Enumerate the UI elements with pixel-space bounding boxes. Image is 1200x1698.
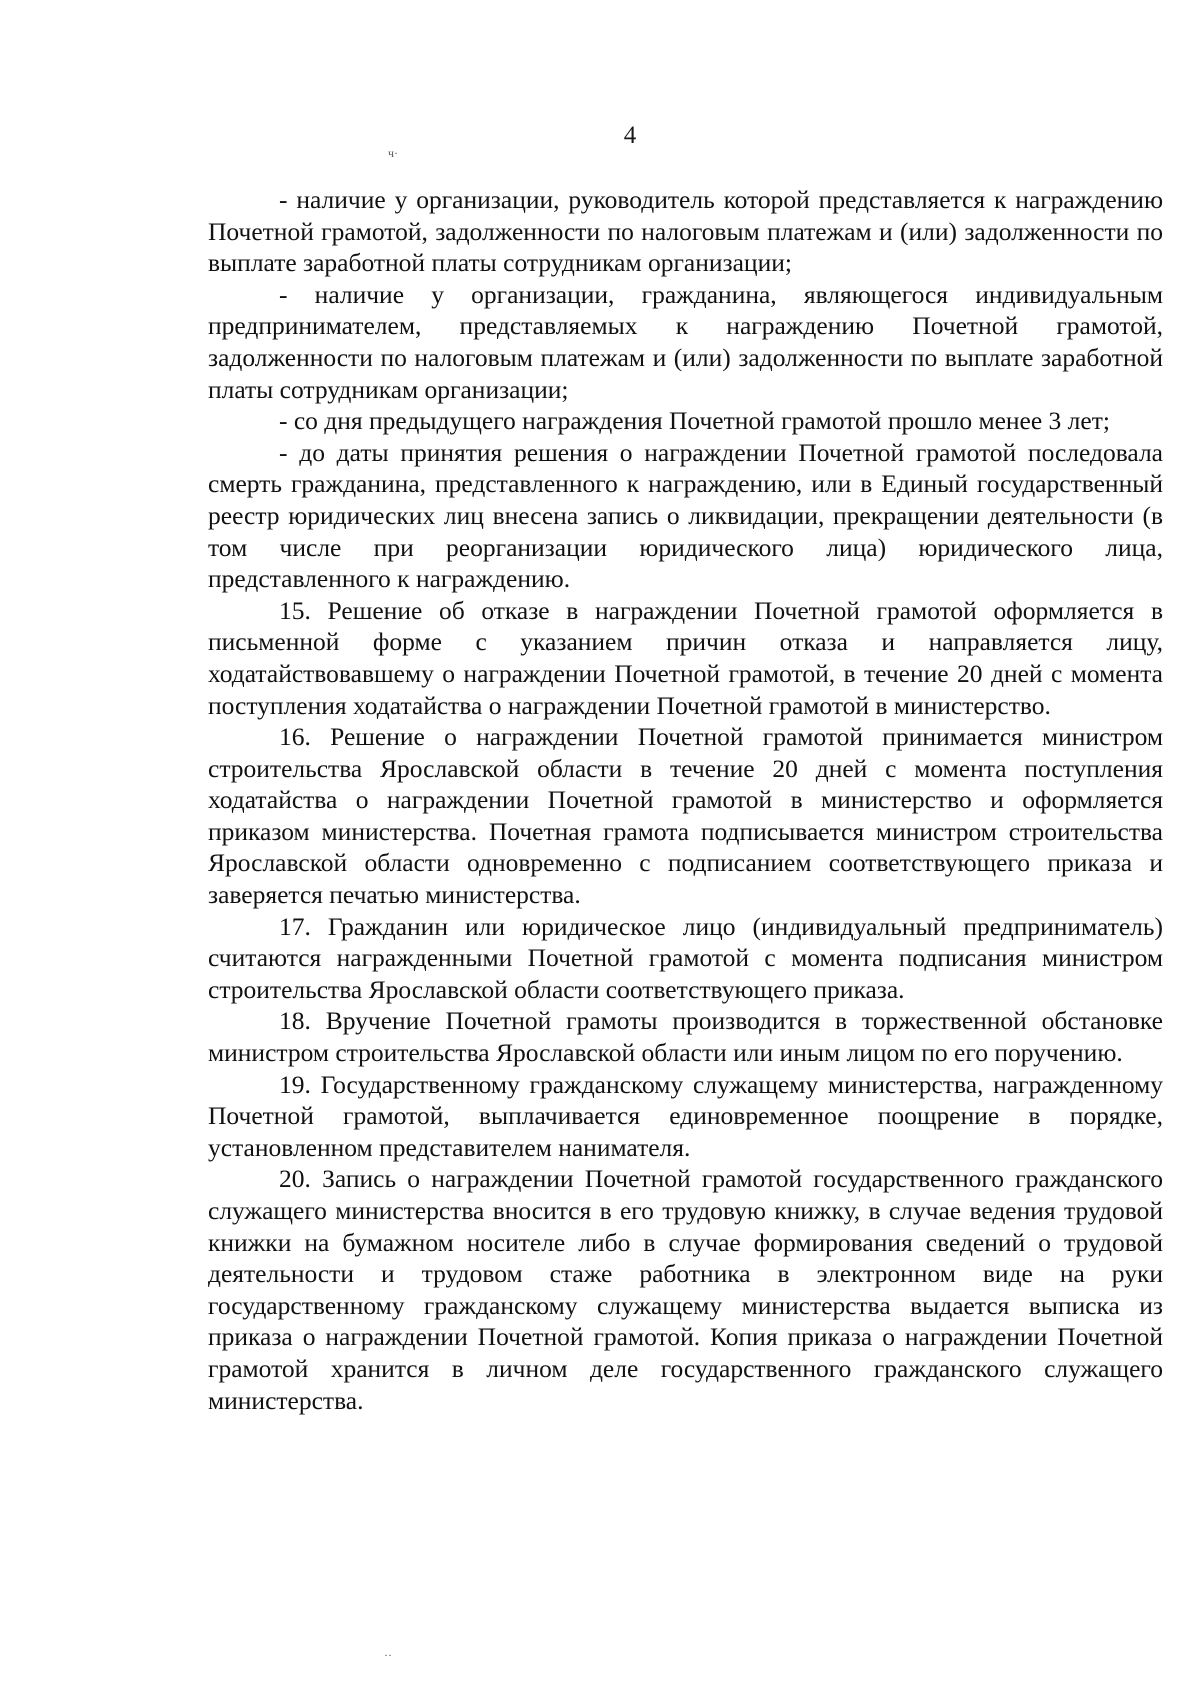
paragraph-18: 18. Вручение Почетной грамоты производится в торжественной обстановке министром строительства Ярославской области или иным лицом по его поручению. bbox=[208, 1006, 1163, 1068]
paragraph-death-liquidation: - до даты принятия решения о награждении Почетной грамотой последовала смерть гражданина, представленного к награждению, или в Единый государственный реестр юридических лиц внесена запись о ликвидации, прекращении деятельности (в том числе при реорганизации юридического лица) юридического лица, представленного к награждению. bbox=[208, 437, 1163, 594]
paragraph-15: 15. Решение об отказе в награждении Почетной грамотой оформляется в письменной форме с указанием причин отказа и направляется лицу, ходатайствовавшему о награждении Почетной грамотой, в течение 20 дней с момента поступления ходатайства о награждении Почетной грамотой в министерство. bbox=[208, 595, 1163, 720]
scan-artifact-top: ч· bbox=[388, 146, 399, 160]
paragraph-debt-organization: - наличие у организации, руководитель которой представляется к награждению Почетной грамотой, задолженности по налоговым платежам и (или) задолженности по выплате заработной платы сотрудникам организации; bbox=[208, 185, 1163, 278]
paragraph-19: 19. Государственному гражданскому служащему министерства, награжденному Почетной грамотой, выплачивается единовременное поощрение в порядке, установленном представителем нанимателя. bbox=[208, 1069, 1163, 1162]
document-body bbox=[208, 184, 1163, 1416]
paragraph-20: 20. Запись о награждении Почетной грамотой государственного гражданского служащего министерства вносится в его трудовую книжку, в случае ведения трудовой книжки на бумажном носителе либо в случае формирования сведений о трудовой деятельности и трудовом стаже работника в электронном виде на руки государственному гражданскому служащему министерства выдается выписка из приказа о награждении Почетной грамотой. Копия приказа о награждении Почетной грамотой хранится в личном деле государственного гражданского служащего министерства. bbox=[208, 1164, 1163, 1415]
paragraph-16: 16. Решение о награждении Почетной грамотой принимается министром строительства Ярославской области в течение 20 дней с момента поступления ходатайства о награждении Почетной грамотой в министерство и оформляется приказом министерства. Почетная грамота подписывается министром строительства Ярославской области одновременно с подписанием соответствующего приказа и заверяется печатью министерства. bbox=[208, 722, 1163, 910]
page-number: 4 bbox=[623, 122, 637, 149]
paragraph-17: 17. Гражданин или юридическое лицо (индивидуальный предприниматель) считаются награжденными Почетной грамотой с момента подписания министром строительства Ярославской области соответствующего приказа. bbox=[208, 911, 1163, 1004]
scan-artifact-bottom: ·· bbox=[384, 1648, 392, 1662]
paragraph-debt-entrepreneur: - наличие у организации, гражданина, являющегося индивидуальным предпринимателем, представляемых к награждению Почетной грамотой, задолженности по налоговым платежам и (или) задолженности по выплате заработной платы сотрудникам организации; bbox=[208, 279, 1163, 404]
paragraph-previous-award: - со дня предыдущего награждения Почетной грамотой прошло менее 3 лет; bbox=[279, 406, 1110, 436]
